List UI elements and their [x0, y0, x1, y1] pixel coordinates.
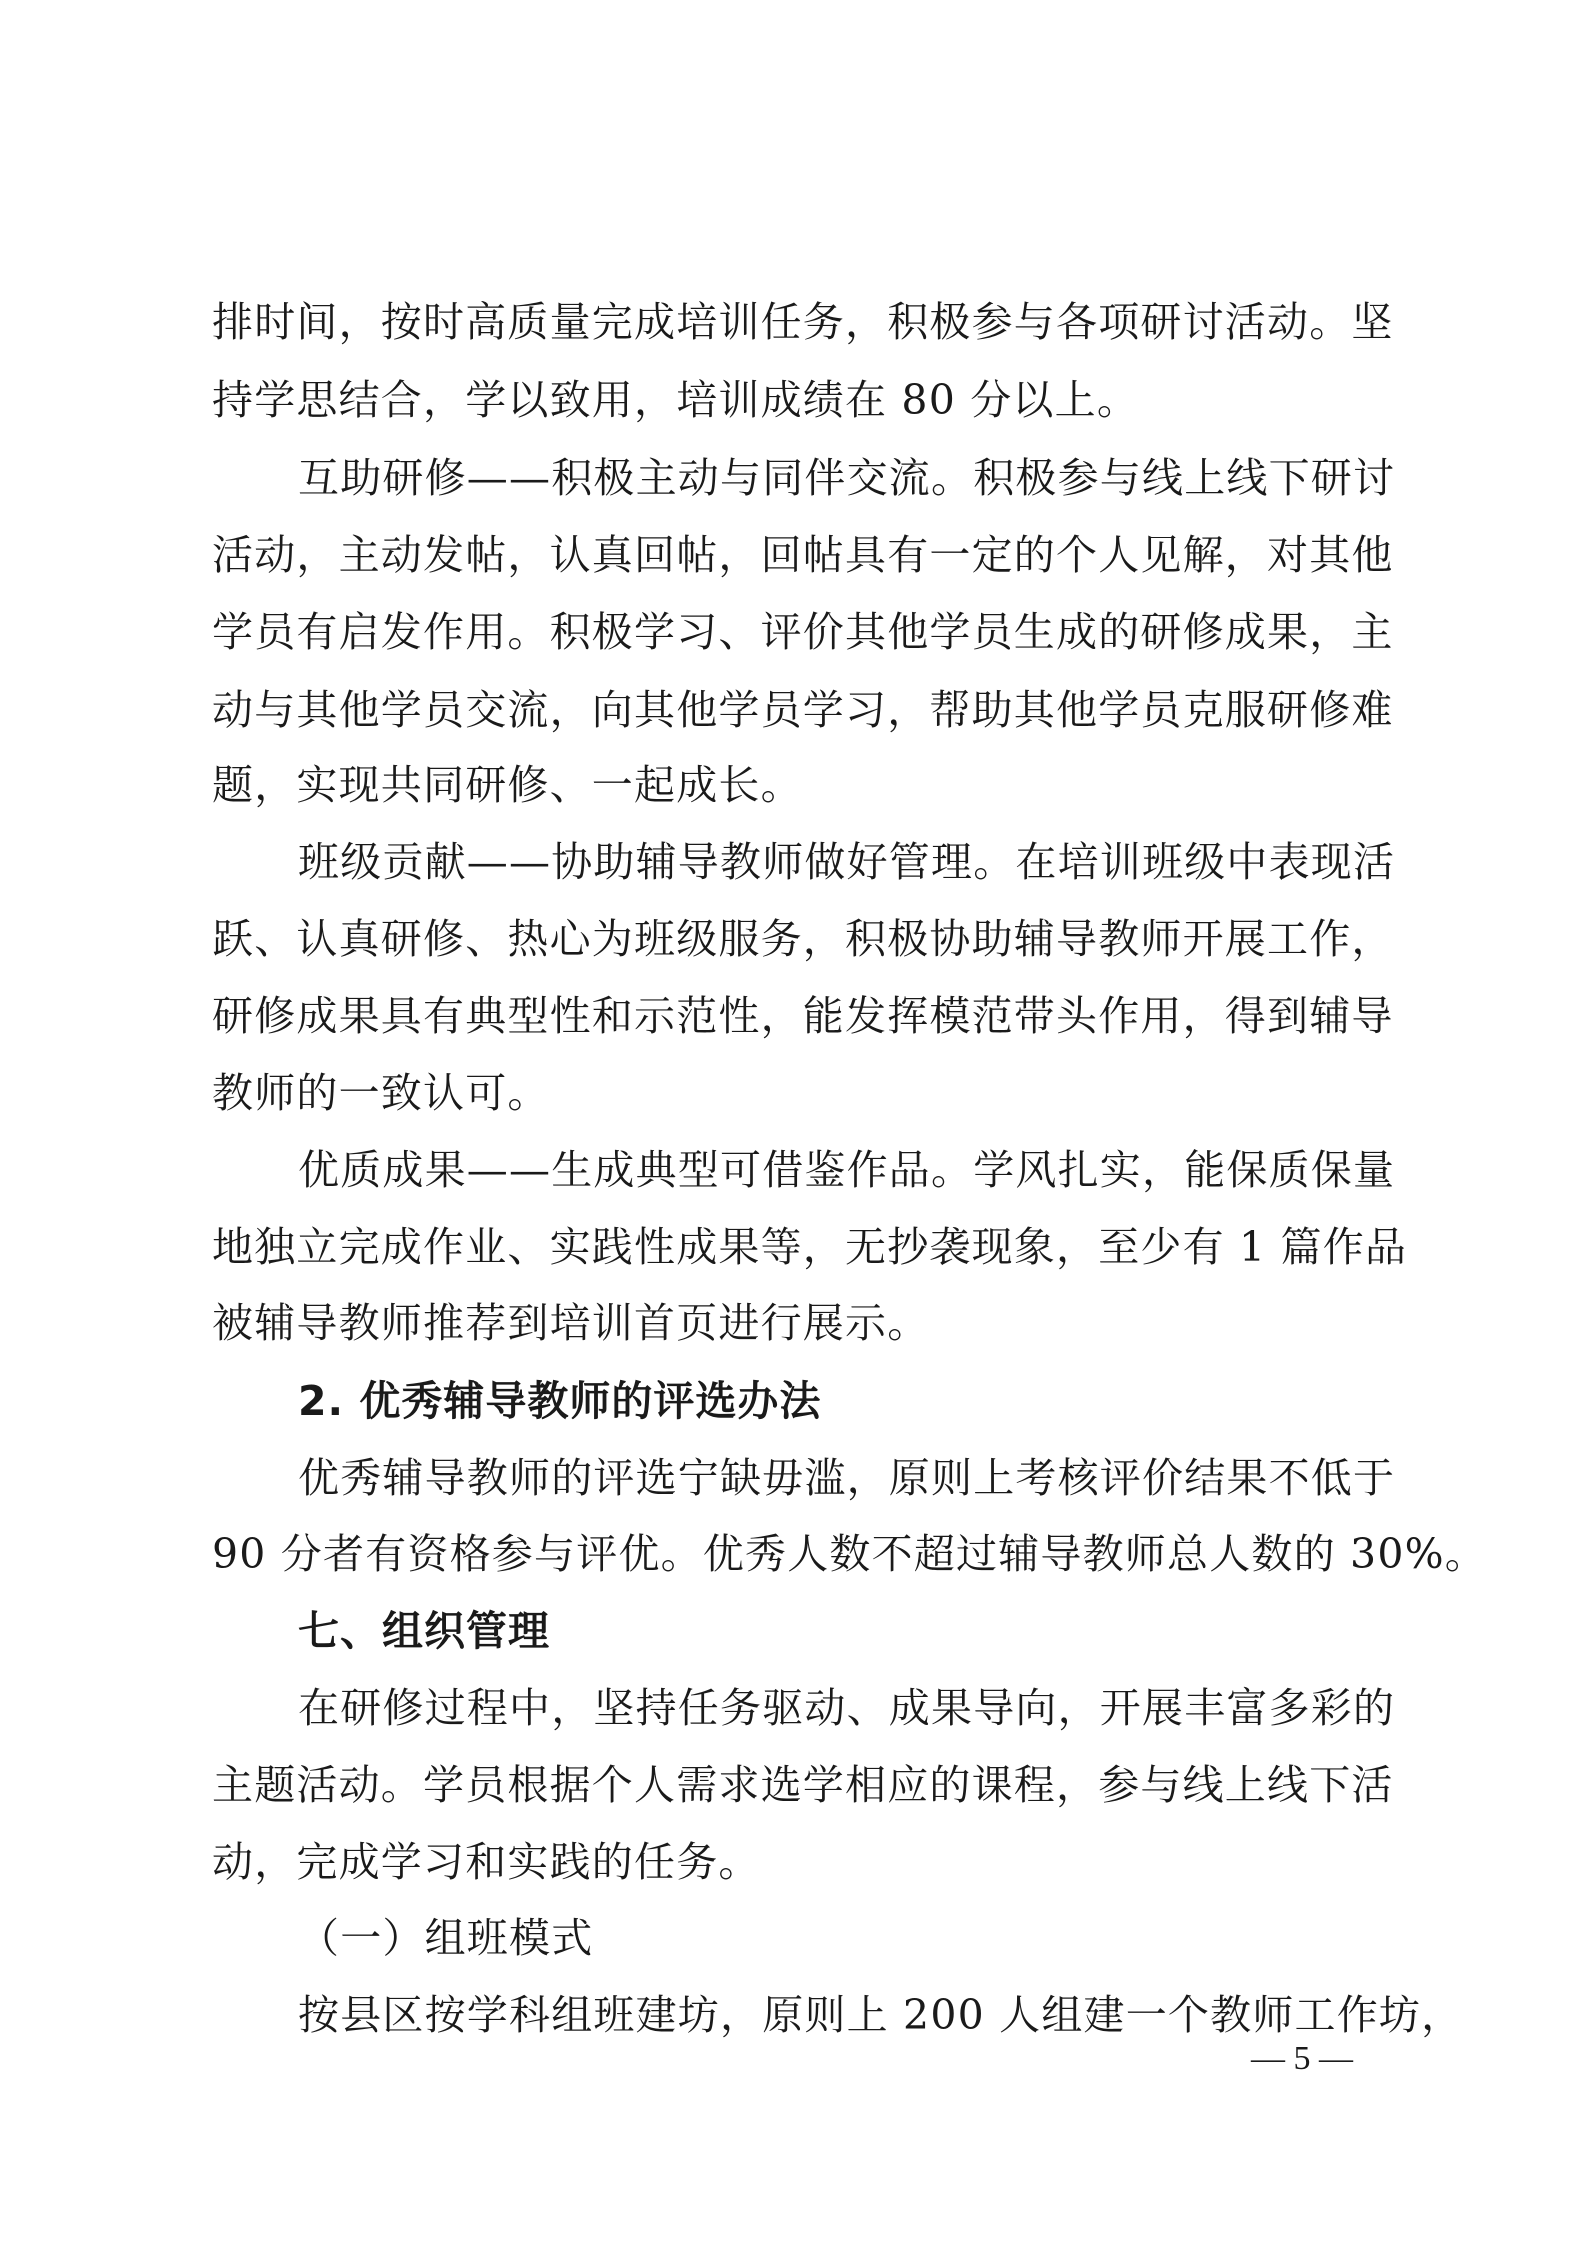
section-heading: 2. 优秀辅导教师的评选办法	[298, 1377, 822, 1425]
paragraph-line: 被辅导教师推荐到培训首页进行展示。	[212, 1299, 930, 1347]
paragraph-line: 跃、认真研修、热心为班级服务，积极协助辅导教师开展工作，	[212, 915, 1394, 963]
paragraph-line: 按县区按学科组班建坊，原则上 200 人组建一个教师工作坊，	[298, 1991, 1464, 2039]
paragraph-line: 班级贡献——协助辅导教师做好管理。在培训班级中表现活	[298, 838, 1396, 886]
paragraph-line: 90 分者有资格参与评优。优秀人数不超过辅导教师总人数的 30%。	[212, 1530, 1487, 1578]
paragraph-line: 题，实现共同研修、一起成长。	[212, 761, 803, 809]
paragraph-line: 优质成果——生成典型可借鉴作品。学风扎实，能保质保量	[298, 1146, 1396, 1194]
paragraph-line: 地独立完成作业、实践性成果等，无抄袭现象，至少有 1 篇作品	[212, 1223, 1408, 1271]
paragraph-line: 互助研修——积极主动与同伴交流。积极参与线上线下研讨	[298, 454, 1396, 502]
paragraph-line: 教师的一致认可。	[212, 1069, 550, 1117]
subsection-heading: （一）组班模式	[298, 1914, 594, 1962]
paragraph-line: 活动，主动发帖，认真回帖，回帖具有一定的个人见解，对其他	[212, 531, 1394, 579]
paragraph-line: 排时间，按时高质量完成培训任务，积极参与各项研讨活动。坚	[212, 298, 1394, 346]
paragraph-line: 研修成果具有典型性和示范性，能发挥模范带头作用，得到辅导	[212, 992, 1394, 1040]
paragraph-line: 在研修过程中，坚持任务驱动、成果导向，开展丰富多彩的	[298, 1684, 1396, 1732]
paragraph-line: 优秀辅导教师的评选宁缺毋滥，原则上考核评价结果不低于	[298, 1454, 1396, 1502]
paragraph-line: 主题活动。学员根据个人需求选学相应的课程，参与线上线下活	[212, 1761, 1394, 1809]
page-number: — 5 —	[1251, 2040, 1353, 2077]
section-heading: 七、组织管理	[298, 1607, 550, 1655]
paragraph-line: 学员有启发作用。积极学习、评价其他学员生成的研修成果，主	[212, 608, 1394, 656]
paragraph-line: 持学思结合，学以致用，培训成绩在 80 分以上。	[212, 376, 1140, 424]
paragraph-line: 动，完成学习和实践的任务。	[212, 1838, 761, 1886]
paragraph-line: 动与其他学员交流，向其他学员学习，帮助其他学员克服研修难	[212, 686, 1394, 734]
